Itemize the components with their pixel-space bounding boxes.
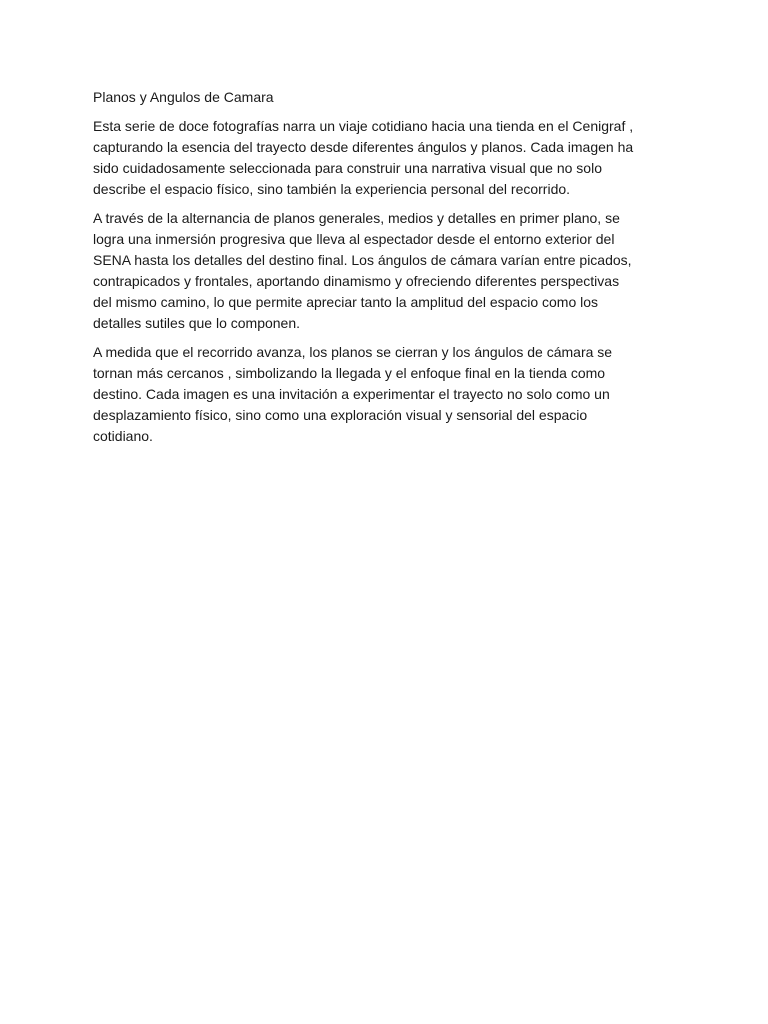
paragraph (93, 342, 693, 447)
paragraph (93, 208, 693, 334)
document-title: Planos y Angulos de Camara (93, 89, 274, 105)
paragraph-line: tornan más cercanos , simbolizando la llegada y el enfoque final en la tienda como (93, 365, 606, 381)
paragraph-line: detalles sutiles que lo componen. (93, 315, 301, 331)
paragraph-line: destino. Cada imagen es una invitación a experimentar el trayecto no solo como un (93, 386, 610, 402)
paragraph-line: A medida que el recorrido avanza, los planos se cierran y los ángulos de cámara se (93, 344, 613, 360)
paragraph-line: cotidiano. (93, 428, 153, 444)
paragraph-line: contrapicados y frontales, aportando dinamismo y ofreciendo diferentes perspectivas (93, 273, 620, 289)
paragraph-line: A través de la alternancia de planos generales, medios y detalles en primer plano, se (93, 210, 620, 226)
paragraph-line: SENA hasta los detalles del destino final. Los ángulos de cámara varían entre picados, (93, 252, 632, 268)
paragraph-line: del mismo camino, lo que permite apreciar tanto la amplitud del espacio como los (93, 294, 599, 310)
paragraph-line: logra una inmersión progresiva que lleva al espectador desde el entorno exterior del (93, 231, 615, 247)
paragraph-line: describe el espacio físico, sino también la experiencia personal del recorrido. (93, 181, 571, 197)
paragraph (93, 116, 693, 200)
paragraph-line: Esta serie de doce fotografías narra un viaje cotidiano hacia una tienda en el Cenigraf , (93, 118, 634, 134)
paragraph-line: capturando la esencia del trayecto desde diferentes ángulos y planos. Cada imagen ha (93, 139, 634, 155)
paragraph-line: desplazamiento físico, sino como una exploración visual y sensorial del espacio (93, 407, 588, 423)
document-body (93, 116, 693, 447)
document-page (93, 87, 693, 455)
paragraph-line: sido cuidadosamente seleccionada para construir una narrativa visual que no solo (93, 160, 602, 176)
